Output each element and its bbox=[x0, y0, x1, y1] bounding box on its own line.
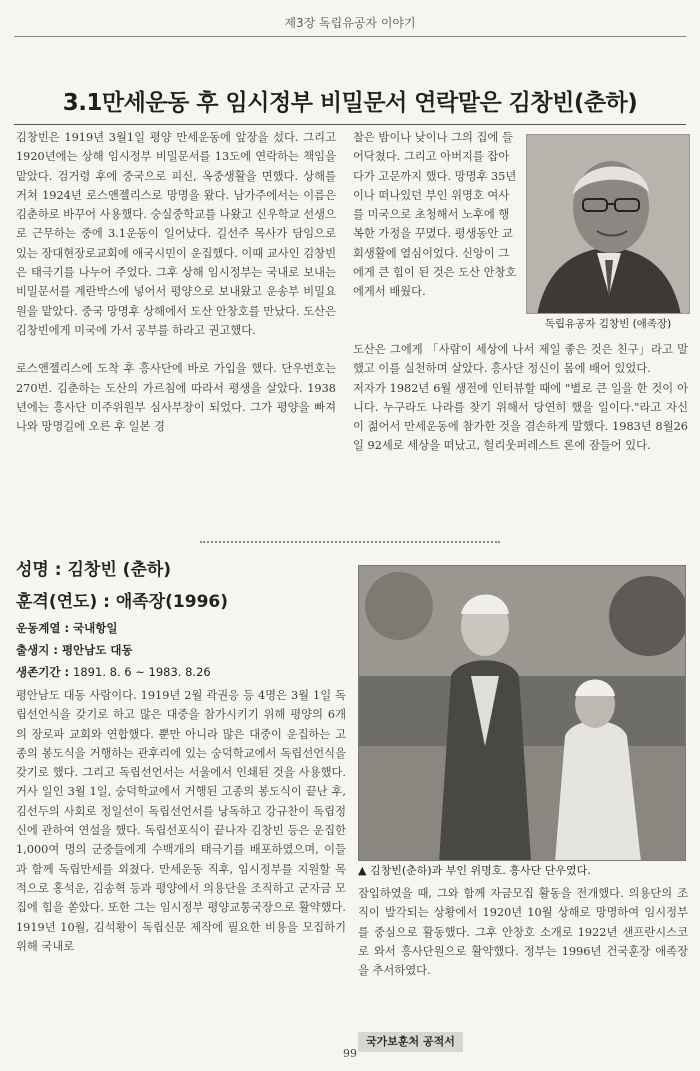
portrait-photo bbox=[526, 134, 690, 314]
profile-award-label: 훈격(연도) : bbox=[16, 592, 116, 612]
page-number: 99 bbox=[343, 1047, 357, 1060]
couple-photo bbox=[358, 565, 686, 861]
article-title: 3.1만세운동 후 임시정부 비밀문서 연락맡은 김창빈(춘하) bbox=[62, 90, 638, 116]
article-paragraph: 로스앤젤리스에 도착 후 흥사단에 바로 가입을 했다. 단우번호는 270번. 김춘하는 도산의 가르침에 따라서 평생을 살았다. 1938년에는 흥사단 미주위원부 심사부장이 되었다. 그가 평양을 빠져나와 망명길에 오른 후 일본 경 bbox=[16, 362, 336, 434]
profile-lifespan-value: 1891. 8. 6 ~ 1983. 8.26 bbox=[73, 665, 211, 679]
profile-award bbox=[16, 587, 351, 612]
couple-photo-caption: ▲ 김창빈(춘하)과 부인 위명호. 흥사단 단우였다. bbox=[358, 864, 591, 877]
profile-name bbox=[16, 555, 351, 580]
profile-movement bbox=[16, 620, 351, 636]
portrait-caption: 독립유공자 김창빈 (애족장) bbox=[544, 318, 672, 330]
profile-movement-value: 국내항일 bbox=[73, 621, 118, 635]
profile-birthplace-value: 평안남도 대동 bbox=[61, 643, 133, 657]
biography-paragraph: 평안남도 대동 사람이다. 1919년 2월 곽권응 등 4명은 3월 1일 독립선언식을 갖기로 하고 많은 대중을 참가시키기 위해 평양의 6개의 장로파 교회와 연합했다. 뿐만 아니라 많은 대중이 운집하는 고종의 봉도식을 거행하는 관후리에 있는 숭덕학교에서 독립선언식을 갖기로 했다. 그리고 독립선언서는 서울에서 인쇄된 것을 사용했다. 거사 일인 3월 1일, 숭덕학교에서 거행된 고종의 봉도식이 끝난 후, 김선두의 사회로 정일선이 독립선언서를 낭독하고 강규찬이 독립정신에 관하여 연설을 했다. 독립선포식이 끝나자 김창빈 등은 운집한 1,000여 명의 군중들에게 수백개의 태극기를 배포하였으며, 이들과 함께 독립만세를 외쳤다. 만세운동 직후, 임시정부를 지원할 목적으로 홍석운, 김송혁 등과 평양에서 의용단을 조직하고 군자금 모집에 힘을 쏟았다. 또한 그는 임시정부 평양교통국장으로 활약했다. 1919년 10월, 김석황이 독립신문 제작에 필요한 비용을 모집하기 위해 국내로 bbox=[16, 689, 346, 953]
profile-lifespan bbox=[16, 664, 351, 680]
profile-name-value: 김창빈 (춘하) bbox=[67, 560, 172, 580]
title-divider bbox=[14, 124, 686, 125]
chapter-header: 제3장 독립유공자 이야기 bbox=[284, 16, 416, 30]
article-paragraph: 저자가 1982년 6월 생전에 인터뷰할 때에 "별로 큰 일을 한 것이 아니다. 누구라도 나라를 찾기 위해서 당연히 했을 일이다."라고 자신이 젊어서 만세운동에 참가한 것을 겸손하게 말했다. 1983년 8월26일 92세로 세상을 떠났고, 헐리웃퍼레스트 론에 잠들어 있다. bbox=[353, 381, 688, 453]
article-right-top bbox=[353, 128, 518, 302]
profile-movement-label: 운동계열 : bbox=[16, 621, 74, 635]
biography-paragraph: 잠입하였을 때, 그와 함께 자금모집 활동을 전개했다. 의용단의 조직이 발각되는 상황에서 1920년 10월 상해로 망명하여 임시정부를 중심으로 활동했다. 그후 안창호 소개로 1922년 샌프란시스코로 와서 흥사단원으로 활약했다. 정부는 1996년 건국훈장 애족장을 추서하였다. bbox=[358, 887, 688, 978]
profile-name-label: 성명 : bbox=[16, 560, 68, 580]
profile-birthplace bbox=[16, 642, 351, 658]
dotted-divider bbox=[200, 541, 500, 543]
article-paragraph: 도산은 그에게 「사람이 세상에 나서 제일 좋은 것은 친구」라고 말했고 이를 실천하며 살았다. 흥사단 정신이 몸에 배어 있었다. bbox=[353, 343, 688, 376]
profile-box bbox=[16, 555, 351, 686]
article-left-column bbox=[16, 128, 336, 455]
biography-right bbox=[358, 884, 688, 980]
article-paragraph: 찰은 밤이나 낮이나 그의 집에 들어닥쳤다. 그리고 아버지를 잡아다가 고문까지 했다. 망명후 35년이나 떠나있던 부인 위명호 여사를 미국으로 초청해서 노후에 행복한 가정을 꾸몄다. 평생동안 교회생활에 열심이었다. 신앙이 그에게 큰 힘이 된 것은 도산 안창호에게서 배웠다. bbox=[353, 131, 517, 299]
header-divider bbox=[14, 36, 686, 37]
biography-left bbox=[16, 686, 346, 956]
article-right-bottom bbox=[353, 340, 688, 456]
profile-award-value: 애족장(1996) bbox=[115, 592, 228, 612]
profile-lifespan-label: 생존기간 : bbox=[16, 665, 74, 679]
source-badge: 국가보훈처 공적서 bbox=[358, 1032, 463, 1052]
profile-birthplace-label: 출생지 : bbox=[16, 643, 62, 657]
article-paragraph: 김창빈은 1919년 3월1일 평양 만세운동에 앞장을 섰다. 그리고 1920년에는 상해 임시정부 비밀문서를 13도에 연락하는 책임을 맡았다. 검거령 후에 중국으로 피신, 옥중생활을 면했다. 상해를 거쳐 1924년 로스앤젤리스로 망명을 왔다. 남가주에서는 이름은 김춘하로 바꾸어 사용했다. 숭실중학교를 나왔고 신우학교 선생으로 근무하는 중에 3.1운동이 일어났다. 길선주 목사가 담임으로 있는 장대현장로교회에 애국시민이 운집했다. 이때 교사인 김창빈은 태극기를 나누어 주었다. 그후 상해 임시정부는 국내로 보내는 비밀문서를 계란박스에 넣어서 평양으로 보내왔고 운송부 비밀요원을 맡았다. 중국 망명후 상해에서 도산 안창호를 만났다. 도산은 김창빈에게 미국에 가서 공부를 하라고 권고했다. bbox=[16, 131, 336, 337]
